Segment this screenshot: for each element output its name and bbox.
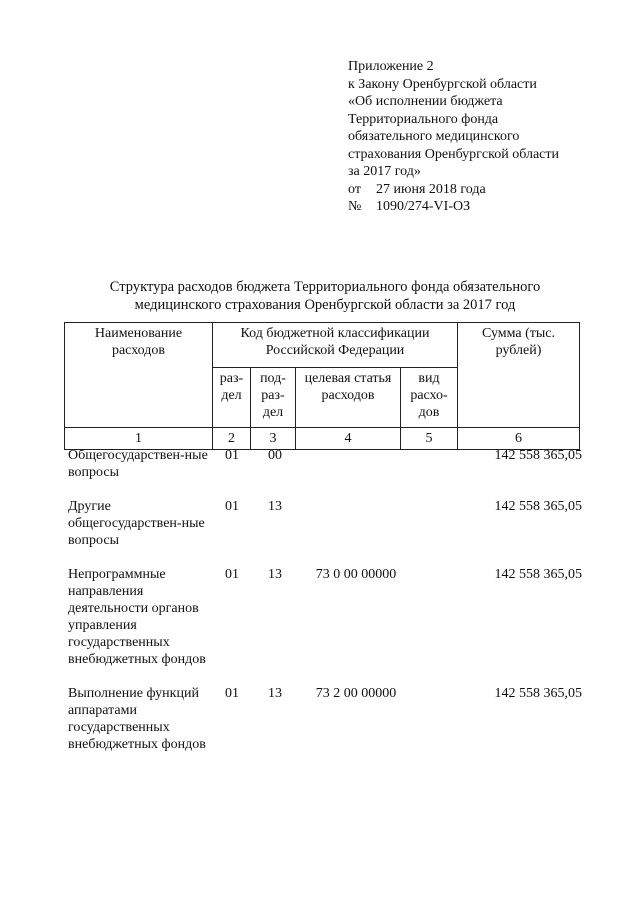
- table-row: [64, 685, 584, 753]
- header-number: 2: [213, 428, 251, 450]
- row-name: Общегосударствен-ные вопросы: [68, 448, 208, 480]
- row-name: Другие общегосударствен-ные вопросы: [68, 499, 205, 548]
- header-code-group: Код бюджетной классификации Российской Федерации: [213, 323, 458, 368]
- row-name: Выполнение функций аппаратами государственных внебюджетных фондов: [68, 686, 206, 752]
- table-row: [64, 498, 584, 549]
- title-line-2: медицинского страхования Оренбургской области за 2017 год: [134, 297, 516, 313]
- row-section: 01: [225, 567, 239, 582]
- table-header: [64, 322, 580, 450]
- row-amount: 142 558 365,05: [494, 567, 582, 582]
- annex-date-value: 27 июня 2018 года: [376, 181, 486, 197]
- annex-line: к Закону Оренбургской области: [348, 76, 537, 92]
- annex-line: за 2017 год»: [348, 164, 421, 179]
- row-section: 01: [225, 686, 239, 701]
- header-number: 3: [251, 428, 296, 450]
- header-type: вид расхо-дов: [401, 368, 458, 428]
- header-name: Наименование расходов: [65, 323, 213, 428]
- header-number: 6: [458, 428, 580, 450]
- row-amount: 142 558 365,05: [494, 499, 582, 514]
- row-amount: 142 558 365,05: [494, 686, 582, 701]
- title-line-1: Структура расходов бюджета Территориального фонда обязательного: [109, 279, 541, 295]
- annex-number: [348, 198, 618, 216]
- table-row: [64, 447, 584, 481]
- header-number: 1: [65, 428, 213, 450]
- table-row: [64, 566, 584, 668]
- row-subsection: 13: [268, 686, 282, 701]
- annex-date-label: от: [348, 181, 361, 197]
- annex-date: [348, 181, 618, 199]
- annex-line: «Об исполнении бюджета: [348, 94, 503, 109]
- row-subsection: 13: [268, 499, 282, 514]
- annex-line: страхования Оренбургской области: [348, 146, 559, 162]
- header-section: раз-дел: [213, 368, 251, 428]
- row-section: 01: [225, 448, 239, 463]
- row-target: 73 0 00 00000: [315, 567, 397, 582]
- row-section: 01: [225, 499, 239, 514]
- row-subsection: 00: [268, 448, 282, 463]
- header-number: 4: [296, 428, 401, 450]
- annex-header: [348, 58, 618, 216]
- annex-line: Приложение 2: [348, 59, 434, 74]
- header-subsection: под-раз-дел: [251, 368, 296, 428]
- row-name: Непрограммные направления деятельности органов управления государственных внебюджетных фондов: [68, 567, 206, 667]
- table-body: [64, 447, 584, 770]
- header-sum: Сумма (тыс. рублей): [458, 323, 580, 428]
- annex-line: Территориального фонда: [348, 111, 499, 127]
- annex-number-value: 1090/274-VI-ОЗ: [376, 199, 471, 214]
- header-target: целевая статья расходов: [296, 368, 401, 428]
- row-subsection: 13: [268, 567, 282, 582]
- row-amount: 142 558 365,05: [494, 448, 582, 463]
- header-number: 5: [401, 428, 458, 450]
- row-target: 73 2 00 00000: [315, 686, 397, 701]
- annex-line: обязательного медицинского: [348, 129, 520, 144]
- page-title: [60, 278, 590, 314]
- annex-number-label: №: [348, 199, 362, 214]
